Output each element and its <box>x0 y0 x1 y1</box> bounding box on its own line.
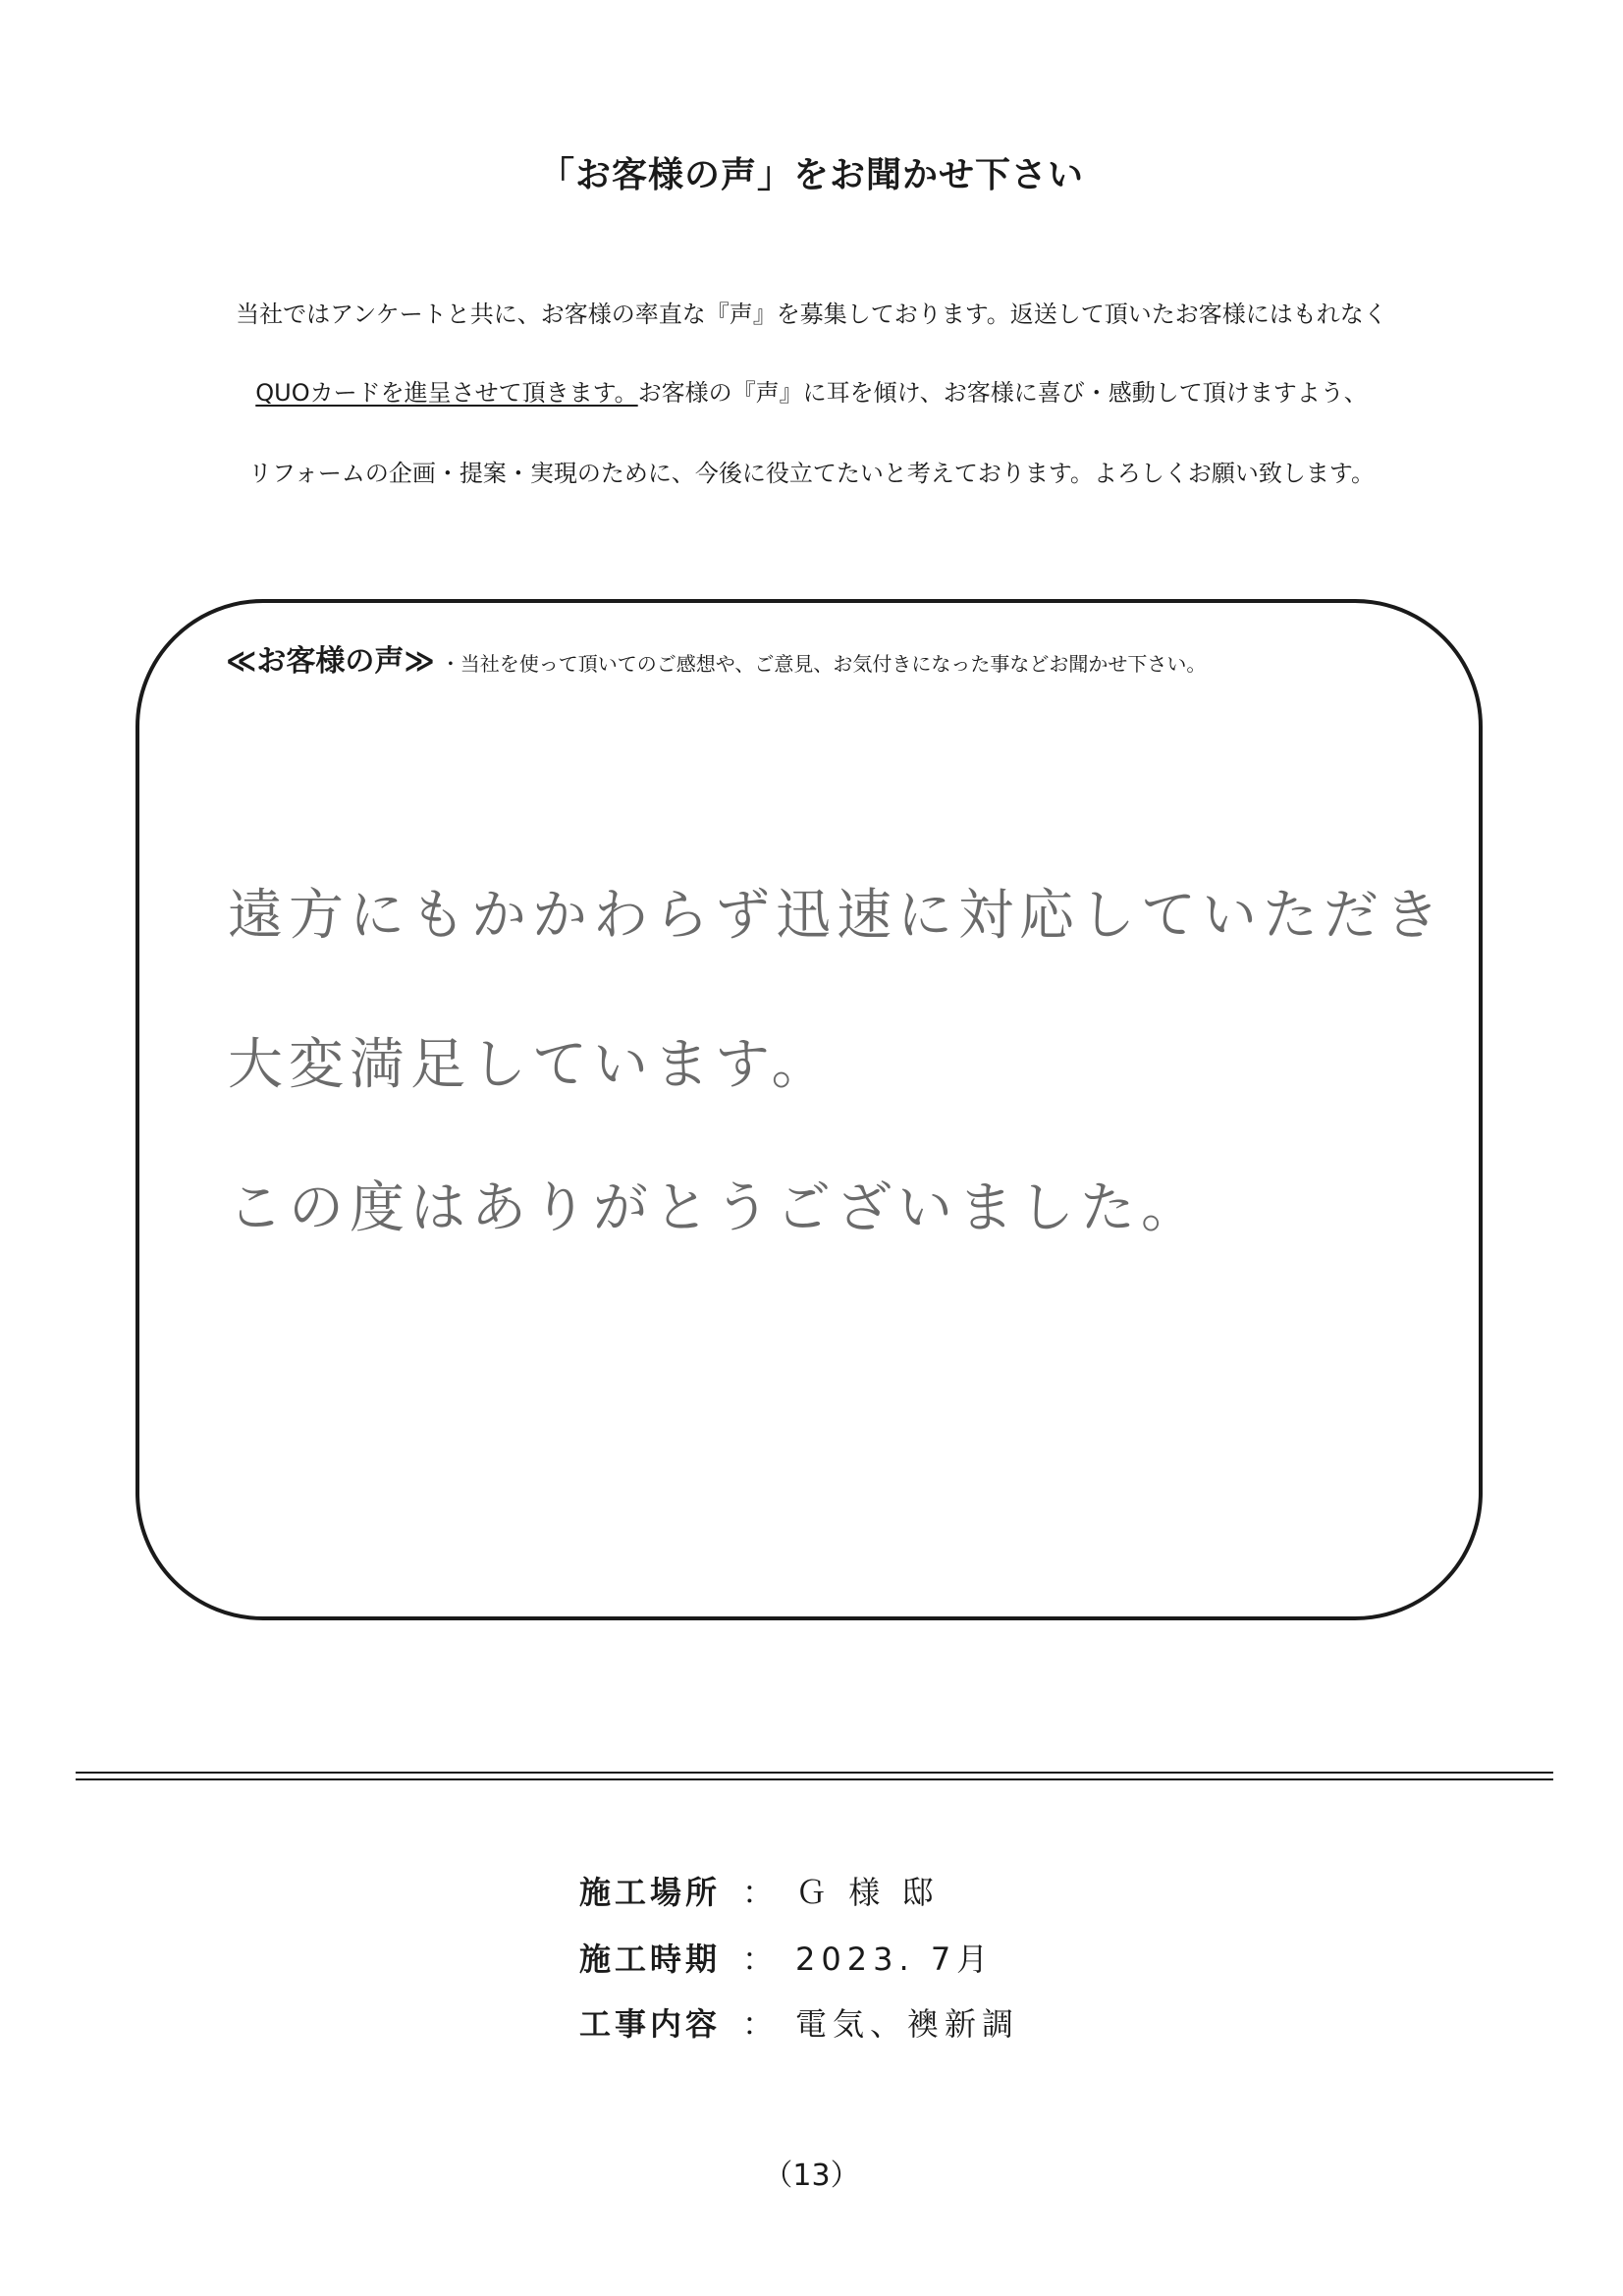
voice-box-label: ≪お客様の声≫ <box>226 644 435 679</box>
intro-line-1: 当社ではアンケートと共に、お客様の率直な『声』を募集しております。返送して頂いたお客様にはもれなく <box>236 301 1387 328</box>
info-label: 施工場所 <box>579 1874 722 1911</box>
intro-line-2-rest: お客様の『声』に耳を傾け、お客様に喜び・感動して頂けますよう、 <box>637 379 1368 407</box>
handwritten-line-2: 大変満足しています。 <box>228 1033 833 1097</box>
info-label: 工事内容 <box>579 2005 722 2043</box>
page-title: 「お客様の声」をお聞かせ下さい <box>538 155 1084 195</box>
info-value: Ｇ 様 邸 <box>795 1874 940 1911</box>
info-row-location <box>579 1868 939 1913</box>
divider-line <box>76 1772 1553 1774</box>
intro-line-3: リフォームの企画・提案・実現のために、今後に役立てたいと考えております。よろしくお願い致します。 <box>248 460 1375 487</box>
intro-line-2 <box>0 373 1623 408</box>
info-label: 施工時期 <box>579 1941 722 1978</box>
handwritten-line-1: 遠方にもかかわらず迅速に対応していただき <box>228 884 1445 948</box>
info-row-period <box>579 1935 994 1980</box>
page-number: （13） <box>763 2159 860 2193</box>
handwritten-line-3: この度はありがとうございました。 <box>228 1176 1202 1240</box>
quo-card-note: QUOカードを進呈させて頂きます。 <box>255 379 638 407</box>
customer-voice-box <box>135 599 1483 1620</box>
info-value: 2023. 7月 <box>795 1941 995 1978</box>
voice-box-note: ・当社を使って頂いてのご感想や、ご意見、お気付きになった事などお聞かせ下さい。 <box>440 652 1207 676</box>
divider-line <box>76 1778 1553 1780</box>
info-colon: ： <box>742 1941 775 1978</box>
info-value: 電気、襖新調 <box>795 2005 1020 2043</box>
info-row-work <box>579 1999 1019 2045</box>
info-colon: ： <box>742 2005 775 2043</box>
info-colon: ： <box>742 1874 775 1911</box>
voice-box-header <box>226 636 1206 680</box>
